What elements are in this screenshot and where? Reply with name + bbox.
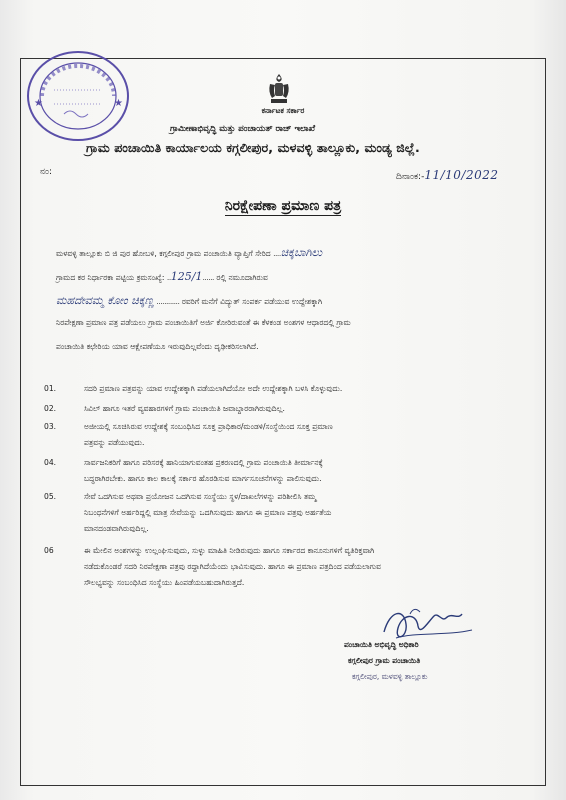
body-line-2: ಗ್ರಾಮದ ಕರ ನಿರ್ಧಾರಕಾ ಪಟ್ಟಿಯ ಕ್ರಮಸಂಖ್ಯೆ: ..125/1...... ರಲ್ಲಿ ನಮೂದಾಗಿರುವ (56, 270, 268, 283)
office-seal (24, 48, 132, 144)
svg-text:★: ★ (114, 98, 123, 109)
date-line (396, 168, 498, 182)
date-label: ದಿನಾಂಕ:- (396, 172, 425, 182)
department-name: ಗ್ರಾಮೀಣಾಭಿವೃದ್ಧಿ ಮತ್ತು ಪಂಚಾಯತ್ ರಾಜ್ ಇಲಾಖೆ (170, 124, 316, 134)
signatory-office: ಕಗ್ಗಲೀಪುರ ಗ್ರಾಮ ಪಂಚಾಯಿತಿ (348, 656, 421, 665)
reference-number-label: ನಂ: (40, 167, 53, 177)
body-line-1: ಮಳವಳ್ಳಿ ತಾಲ್ಲೂಕು ಬಿ ಜಿ ಪುರ ಹೋಬಳಿ, ಕಗ್ಗಲೀಪುರ ಗ್ರಾಮ ಪಂಚಾಯಿತಿ ವ್ಯಾಪ್ತಿಗೆ ಸೇರಿದ ....ಚಿಕ್ಕಬಾಗಿಲು (56, 246, 323, 259)
certificate-title: ನಿರಕ್ಷೇಪಣಾ ಪ್ರಮಾಣ ಪತ್ರ (224, 198, 342, 214)
state-government-label: ಕರ್ನಾಟಕ ಸರ್ಕಾರ (261, 106, 305, 115)
applicant-name: ಮಹದೇವಮ್ಮ ಕೋಂ ಚಿಕ್ಕಣ್ಣ (56, 294, 154, 307)
office-name: ಗ್ರಾಮ ಪಂಚಾಯಿತಿ ಕಾರ್ಯಾಲಯ ಕಗ್ಗಲೀಪುರ, ಮಳವಳ್ಳಿ ತಾಲ್ಲೂಕು, ಮಂಡ್ಯ ಜಿಲ್ಲೆ. (86, 140, 420, 155)
date-value: 11/10/2022 (424, 168, 499, 182)
signatory-place-stamp: ಕಗ್ಗಲೀಪುರ, ಮಳವಳ್ಳಿ ತಾಲ್ಲೂಕು (352, 672, 428, 681)
body-line-3: ಮಹದೇವಮ್ಮ ಕೋಂ ಚಿಕ್ಕಣ್ಣ ............ ರವರಿಗೆ ಮನೆಗೆ ವಿದ್ಯುತ್ ಸಂಪರ್ಕ ಪಡೆಯುವ ಉದ್ದೇಶಕ್ಕಾಗಿ (56, 294, 323, 307)
government-emblem-icon (266, 72, 292, 106)
svg-text:★: ★ (34, 98, 43, 109)
signatory-designation: ಪಂಚಾಯಿತಿ ಅಭಿವೃದ್ಧಿ ಅಧಿಕಾರಿ (344, 640, 419, 649)
serial-number: 125/1 (170, 270, 203, 283)
village-name: ಚಿಕ್ಕಬಾಗಿಲು (280, 246, 323, 259)
body-line-4: ನಿರಪೇಕ್ಷಣಾ ಪ್ರಮಾಣ ಪತ್ರ ಪಡೆಯಲು ಗ್ರಾಮ ಪಂಚಾಯಿತಿಗೆ ಅರ್ಜಿ ಕೋರಿರುವಂತೆ ಈ ಕೆಳಕಂಡ ಅಂಶಗಳ ಆಧಾರದಲ್ಲಿ ಗ್ರಾಮ (56, 318, 351, 327)
body-line-5: ಪಂಚಾಯಿತಿ ಕಛೇರಿಯ ಯಾವ ಆಕ್ಷೇಪಣೆಯೂ ಇರುವುದಿಲ್ಲವೆಂದು ದೃಢೀಕರಿಸಲಾಗಿದೆ. (56, 342, 259, 351)
